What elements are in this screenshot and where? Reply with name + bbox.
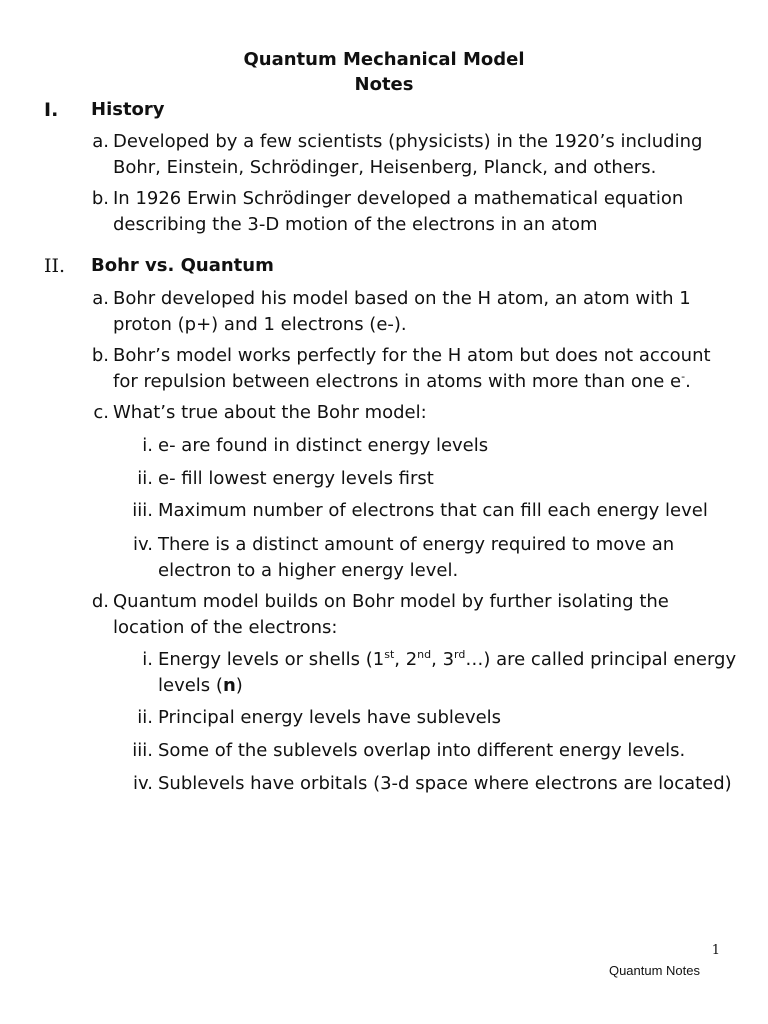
sub-list-marker: iii. <box>132 740 153 761</box>
list-item-text: Developed by a few scientists (physicists) in the 1920’s including <box>113 131 703 152</box>
list-marker: a. <box>92 288 109 309</box>
footer-label: Quantum Notes <box>608 963 700 978</box>
superscript: rd <box>454 648 466 661</box>
list-marker: c. <box>93 402 109 423</box>
sub-list-marker: ii. <box>137 707 153 728</box>
sub-list-item-text: Some of the sublevels overlap into different energy levels. <box>158 740 686 761</box>
list-marker: d. <box>91 591 109 612</box>
text-run: ) <box>235 675 243 696</box>
text-run: , 3 <box>431 649 455 670</box>
sub-list-item-text <box>158 647 736 673</box>
list-item-text: What’s true about the Bohr model: <box>113 402 427 423</box>
sub-list-marker: i. <box>142 435 153 456</box>
text-run: levels ( <box>158 675 223 696</box>
list-item-text: location of the electrons: <box>113 617 338 638</box>
document-title: Quantum Mechanical Model <box>243 49 525 70</box>
list-item-text: describing the 3-D motion of the electrons in an atom <box>113 214 598 235</box>
sub-list-item-text: Sublevels have orbitals (3-d space where electrons are located) <box>158 773 732 794</box>
sub-list-item-text: Principal energy levels have sublevels <box>158 707 502 728</box>
superscript-minus: - <box>681 370 686 383</box>
sub-list-marker: iv. <box>133 534 153 555</box>
list-marker: b. <box>91 188 109 209</box>
text-run: …) are called principal energy <box>465 649 737 670</box>
list-item-text <box>113 369 691 395</box>
list-item-text: Bohr developed his model based on the H atom, an atom with 1 <box>113 288 691 309</box>
section-heading: History <box>91 99 165 120</box>
list-item-text-main: for repulsion between electrons in atoms with more than one e <box>113 371 682 392</box>
list-item-period: . <box>685 371 691 392</box>
list-item-text: Quantum model builds on Bohr model by further isolating the <box>113 591 669 612</box>
bold-symbol-n: n <box>222 675 236 696</box>
sub-list-marker: i. <box>142 649 153 670</box>
sub-list-marker: iv. <box>133 773 153 794</box>
document-subtitle: Notes <box>354 74 414 95</box>
page-number: 1 <box>711 943 720 958</box>
list-marker: b. <box>91 345 109 366</box>
text-run: Energy levels or shells (1 <box>158 649 385 670</box>
list-item-text: In 1926 Erwin Schrödinger developed a mathematical equation <box>113 188 684 209</box>
list-item-text: Bohr, Einstein, Schrödinger, Heisenberg, Planck, and others. <box>113 157 657 178</box>
sub-list-marker: ii. <box>137 468 153 489</box>
superscript: st <box>384 648 395 661</box>
sub-list-item-text: e- fill lowest energy levels first <box>158 468 434 489</box>
superscript: nd <box>417 648 432 661</box>
list-item-text: Bohr’s model works perfectly for the H atom but does not account <box>113 345 711 366</box>
text-run: , 2 <box>394 649 418 670</box>
list-item-text: proton (p+) and 1 electrons (e-). <box>113 314 407 335</box>
section-number: I. <box>44 99 59 121</box>
sub-list-item-text: e- are found in distinct energy levels <box>158 435 489 456</box>
sub-list-item-text: There is a distinct amount of energy required to move an <box>158 534 675 555</box>
sub-list-item-text <box>158 673 243 699</box>
sub-list-item-text: electron to a higher energy level. <box>158 560 459 581</box>
section-heading: Bohr vs. Quantum <box>91 255 274 276</box>
section-number: II. <box>44 255 66 277</box>
sub-list-item-text: Maximum number of electrons that can fill each energy level <box>158 500 708 521</box>
sub-list-marker: iii. <box>132 500 153 521</box>
list-marker: a. <box>92 131 109 152</box>
